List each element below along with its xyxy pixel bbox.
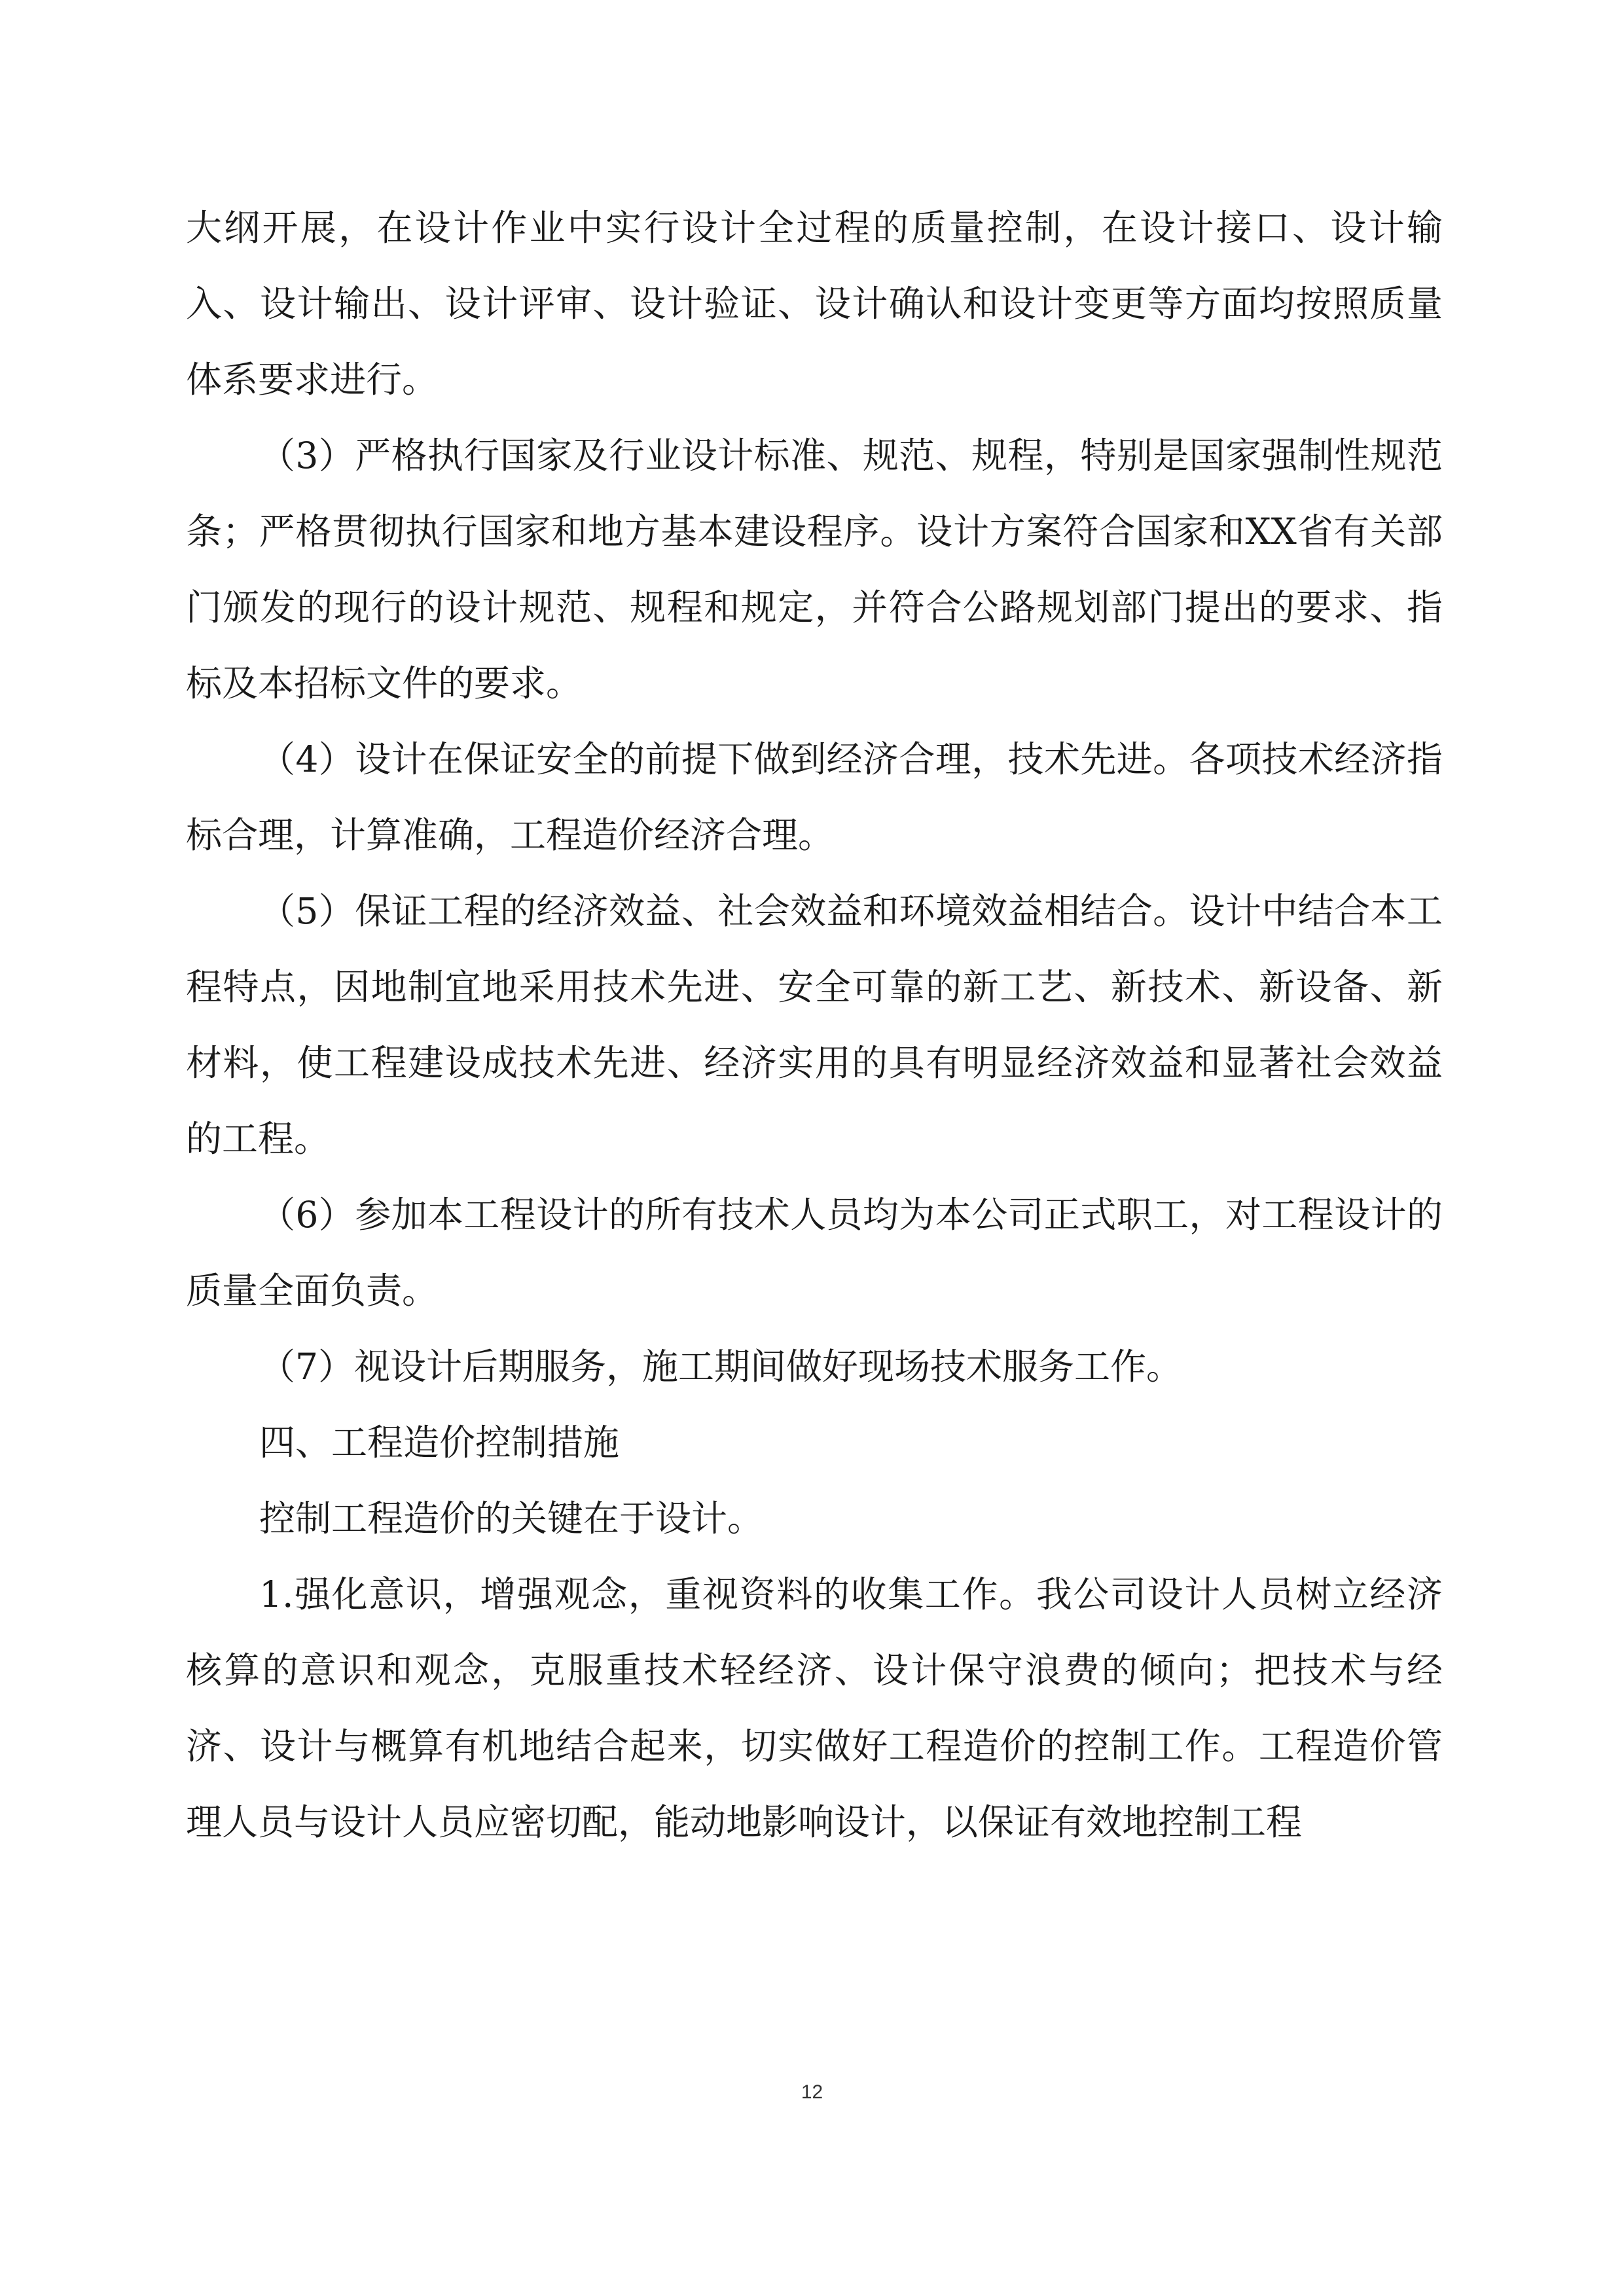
paragraph-item-4: （4）设计在保证安全的前提下做到经济合理，技术先进。各项技术经济指标合理，计算准确，工程造价经济合理。 [186, 738, 1443, 856]
page-number: 12 [801, 2081, 823, 2103]
paragraph-item-7: （7）视设计后期服务，施工期间做好现场技术服务工作。 [259, 1346, 1182, 1388]
paragraph-item-3: （3）严格执行国家及行业设计标准、规范、规程，特别是国家强制性规范条；严格贯彻执行国家和地方基本建设程序。设计方案符合国家和XX省有关部门颁发的现行的设计规范、规程和规定，并符合公路规划部门提出的要求、指标及本招标文件的要求。 [186, 435, 1443, 704]
body-text [186, 190, 1443, 1860]
paragraph-numbered-1: 1.强化意识，增强观念，重视资料的收集工作。我公司设计人员树立经济核算的意识和观念，克服重技术轻经济、设计保守浪费的倾向；把技术与经济、设计与概算有机地结合起来，切实做好工程造价的控制工作。工程造价管理人员与设计人员应密切配，能动地影响设计，以保证有效地控制工程 [186, 1573, 1443, 1843]
paragraph-cost-key: 控制工程造价的关键在于设计。 [259, 1498, 764, 1539]
paragraph-continuation: 大纲开展，在设计作业中实行设计全过程的质量控制，在设计接口、设计输入、设计输出、设计评审、设计验证、设计确认和设计变更等方面均按照质量体系要求进行。 [186, 207, 1443, 401]
paragraph-item-6: （6）参加本工程设计的所有技术人员均为本公司正式职工，对工程设计的质量全面负责。 [186, 1194, 1443, 1312]
section-heading-cost-control: 四、工程造价控制措施 [259, 1422, 620, 1463]
paragraph-item-5: （5）保证工程的经济效益、社会效益和环境效益相结合。设计中结合本工程特点，因地制宜地采用技术先进、安全可靠的新工艺、新技术、新设备、新材料，使工程建设成技术先进、经济实用的具有明显经济效益和显著社会效益的工程。 [186, 890, 1443, 1160]
